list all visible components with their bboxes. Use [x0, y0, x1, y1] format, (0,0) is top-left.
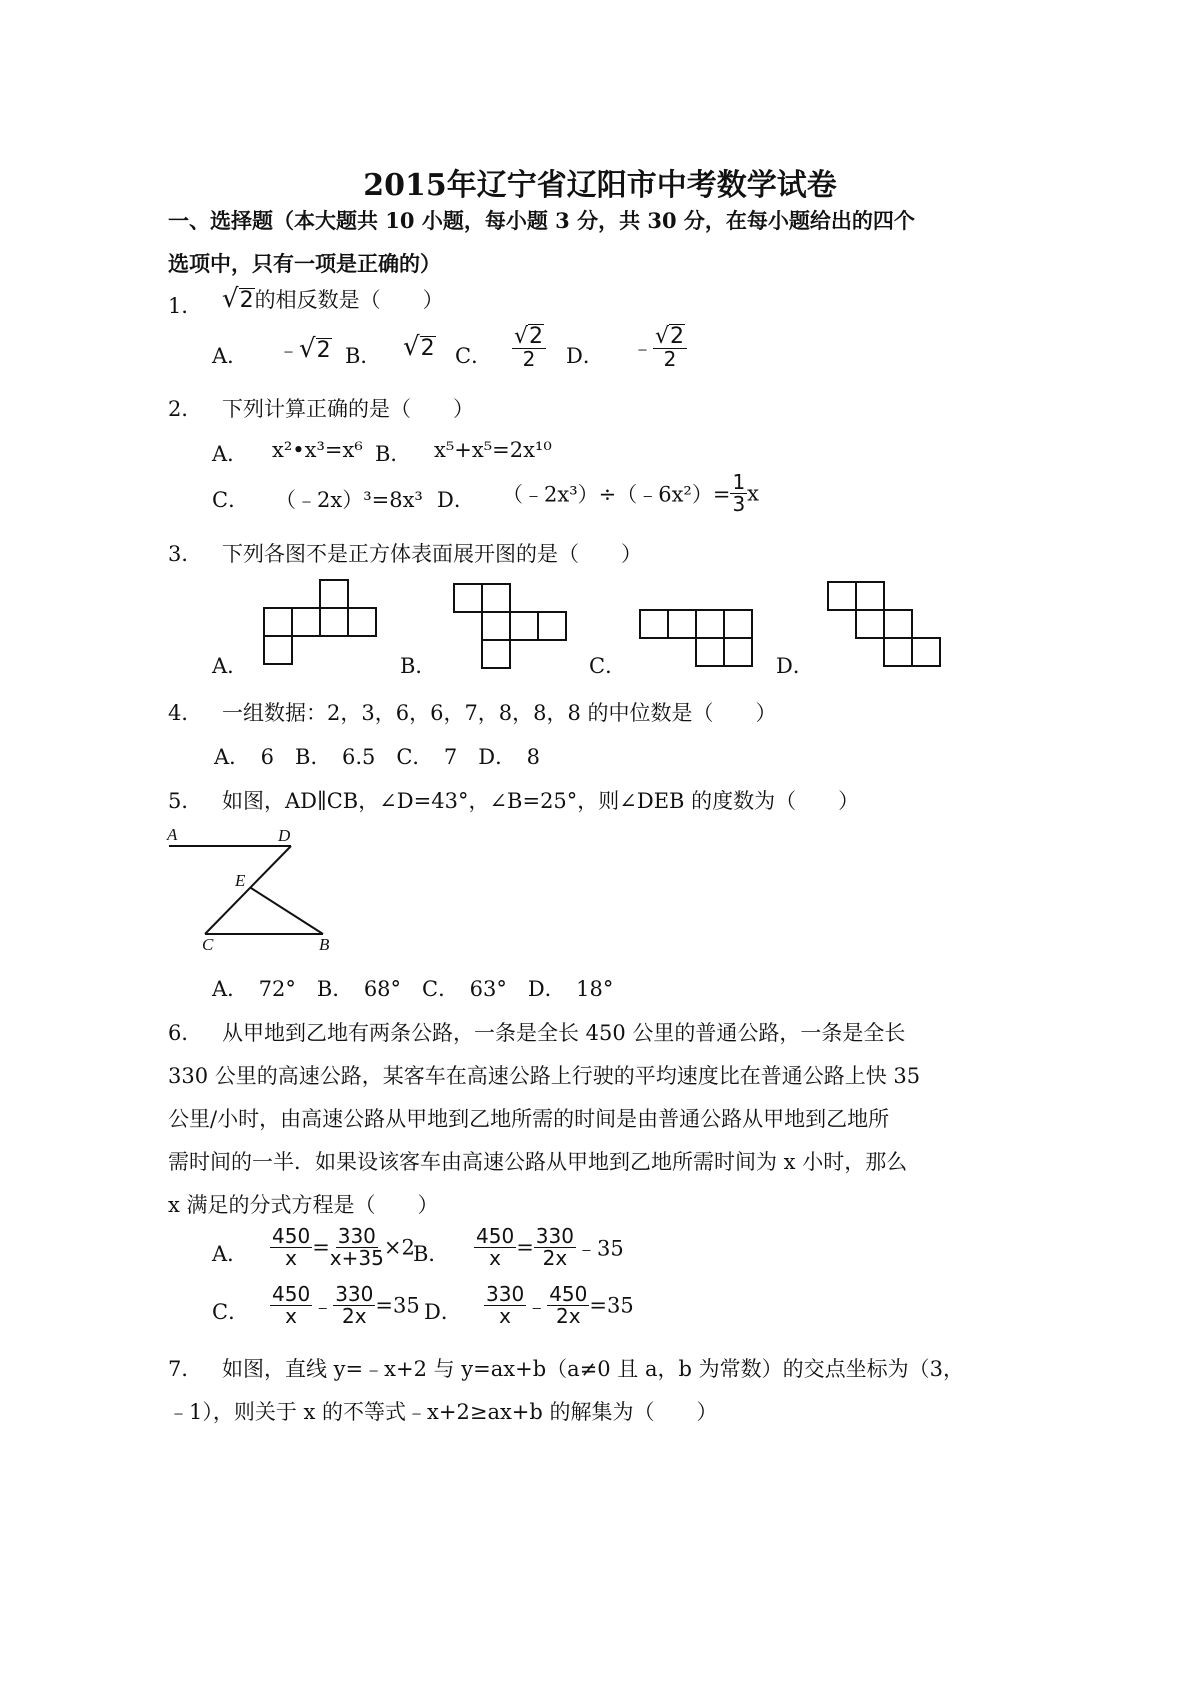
point-label-a: A — [167, 825, 178, 844]
q6-option-b: $\frac{450}{x}$ = $\frac{330}{2x}$ ﹣35 — [476, 1224, 624, 1270]
cube-net-figure-b — [450, 580, 572, 672]
point-label-b: B — [319, 935, 330, 954]
q7-number: 7． — [168, 1357, 203, 1381]
q3-label-d: D． — [776, 654, 814, 678]
q3-number: 3． — [168, 542, 203, 566]
cube-net-figure-a — [260, 578, 382, 670]
q1-option-b — [403, 334, 436, 360]
sqrt-symbol: √ 2 — [299, 334, 331, 364]
q4-options: A． 6 B． 6.5 C． 7 D． 8 — [214, 745, 540, 769]
q3-label-a: A． — [212, 654, 249, 678]
q1-option-a: ﹣ √ 2 — [278, 334, 331, 364]
q6-line4: 需时间的一半．如果设该客车由高速公路从甲地到乙地所需时间为 x 小时，那么 — [168, 1150, 908, 1174]
q6-option-d-label: D． — [424, 1300, 462, 1324]
q2-option-c-label: C． — [212, 488, 250, 512]
line-dc — [205, 846, 291, 934]
point-label-d: D — [278, 826, 291, 845]
q1-number: 1． — [168, 294, 203, 318]
q6-option-d: $\frac{330}{x}$ ﹣ $\frac{450}{2x}$ =35 — [486, 1282, 634, 1328]
cube-net-figure-c — [636, 606, 758, 670]
q1-option-c: √ 2 2 — [512, 324, 546, 370]
q2-option-d: （﹣2x³）÷（﹣6x²）= $\frac{1}{3}$ x — [502, 470, 760, 516]
section-heading-line2: 选项中，只有一项是正确的） — [168, 251, 441, 276]
q2-option-c: （﹣2x）³=8x³ — [275, 488, 423, 512]
q6-option-a-label: A． — [212, 1242, 249, 1266]
q4-stem: 一组数据：2，3，6，6，7，8，8，8 的中位数是（ ） — [222, 701, 777, 725]
q7-line2: ﹣1），则关于 x 的不等式﹣x+2≥ax+b 的解集为（ ） — [168, 1400, 718, 1424]
q4-number: 4． — [168, 701, 203, 725]
q1-option-d: ﹣ √ 2 2 — [632, 324, 687, 370]
q3-label-b: B． — [400, 654, 437, 678]
page-title: 2015年辽宁省辽阳市中考数学试卷 — [363, 168, 837, 203]
q1-stem: √ 2 的相反数是（ ） — [222, 284, 444, 314]
q1-option-b-label: B． — [345, 344, 382, 368]
sqrt-symbol: √ 2 — [403, 332, 435, 362]
q6-option-c: $\frac{450}{x}$ ﹣ $\frac{330}{2x}$ =35 — [272, 1282, 420, 1328]
q1-option-c-label: C． — [455, 344, 493, 368]
q6-line3: 公里/小时，由高速公路从甲地到乙地所需的时间是由普通公路从甲地到乙地所 — [168, 1107, 890, 1131]
q6-option-a: $\frac{450}{x}$ = $\frac{330}{x+35}$ ×2 — [272, 1224, 415, 1270]
point-label-e: E — [235, 871, 246, 890]
q2-number: 2． — [168, 397, 203, 421]
section-heading-line1: 一、选择题（本大题共 10 小题，每小题 3 分，共 30 分，在每小题给出的四个 — [168, 208, 915, 233]
q3-label-c: C． — [589, 654, 627, 678]
q5-number: 5． — [168, 789, 203, 813]
q6-option-b-label: B． — [413, 1242, 450, 1266]
q2-stem: 下列计算正确的是（ ） — [222, 397, 474, 421]
sqrt-symbol: √ 2 — [222, 284, 254, 314]
q6-option-c-label: C． — [212, 1300, 250, 1324]
q5-options: A． 72° B． 68° C． 63° D． 18° — [212, 977, 614, 1001]
q5-geometry-figure — [165, 822, 345, 954]
q6-line2: 330 公里的高速公路，某客车在高速公路上行驶的平均速度比在普通公路上快 35 — [168, 1064, 921, 1088]
q1-option-d-label: D． — [566, 344, 604, 368]
q5-stem: 如图，AD∥CB，∠D=43°，∠B=25°，则∠DEB 的度数为（ ） — [222, 789, 860, 813]
q2-option-b-label: B． — [375, 442, 412, 466]
q6-line1: 从甲地到乙地有两条公路，一条是全长 450 公里的普通公路，一条是全长 — [222, 1021, 906, 1045]
q6-line5: x 满足的分式方程是（ ） — [168, 1193, 439, 1217]
q3-stem: 下列各图不是正方体表面展开图的是（ ） — [222, 542, 642, 566]
q2-option-a: x²•x³=x⁶ — [272, 438, 363, 462]
q6-number: 6． — [168, 1021, 203, 1045]
q7-line1: 如图，直线 y=﹣x+2 与 y=ax+b（a≠0 且 a，b 为常数）的交点坐标为（3， — [222, 1357, 964, 1381]
cube-net-figure-d — [824, 578, 946, 670]
q2-option-a-label: A． — [212, 442, 249, 466]
line-eb — [251, 888, 323, 934]
q2-option-d-label: D． — [437, 488, 475, 512]
point-label-c: C — [202, 935, 214, 954]
q1-option-a-label: A． — [212, 344, 249, 368]
q2-option-b: x⁵+x⁵=2x¹⁰ — [434, 438, 552, 462]
